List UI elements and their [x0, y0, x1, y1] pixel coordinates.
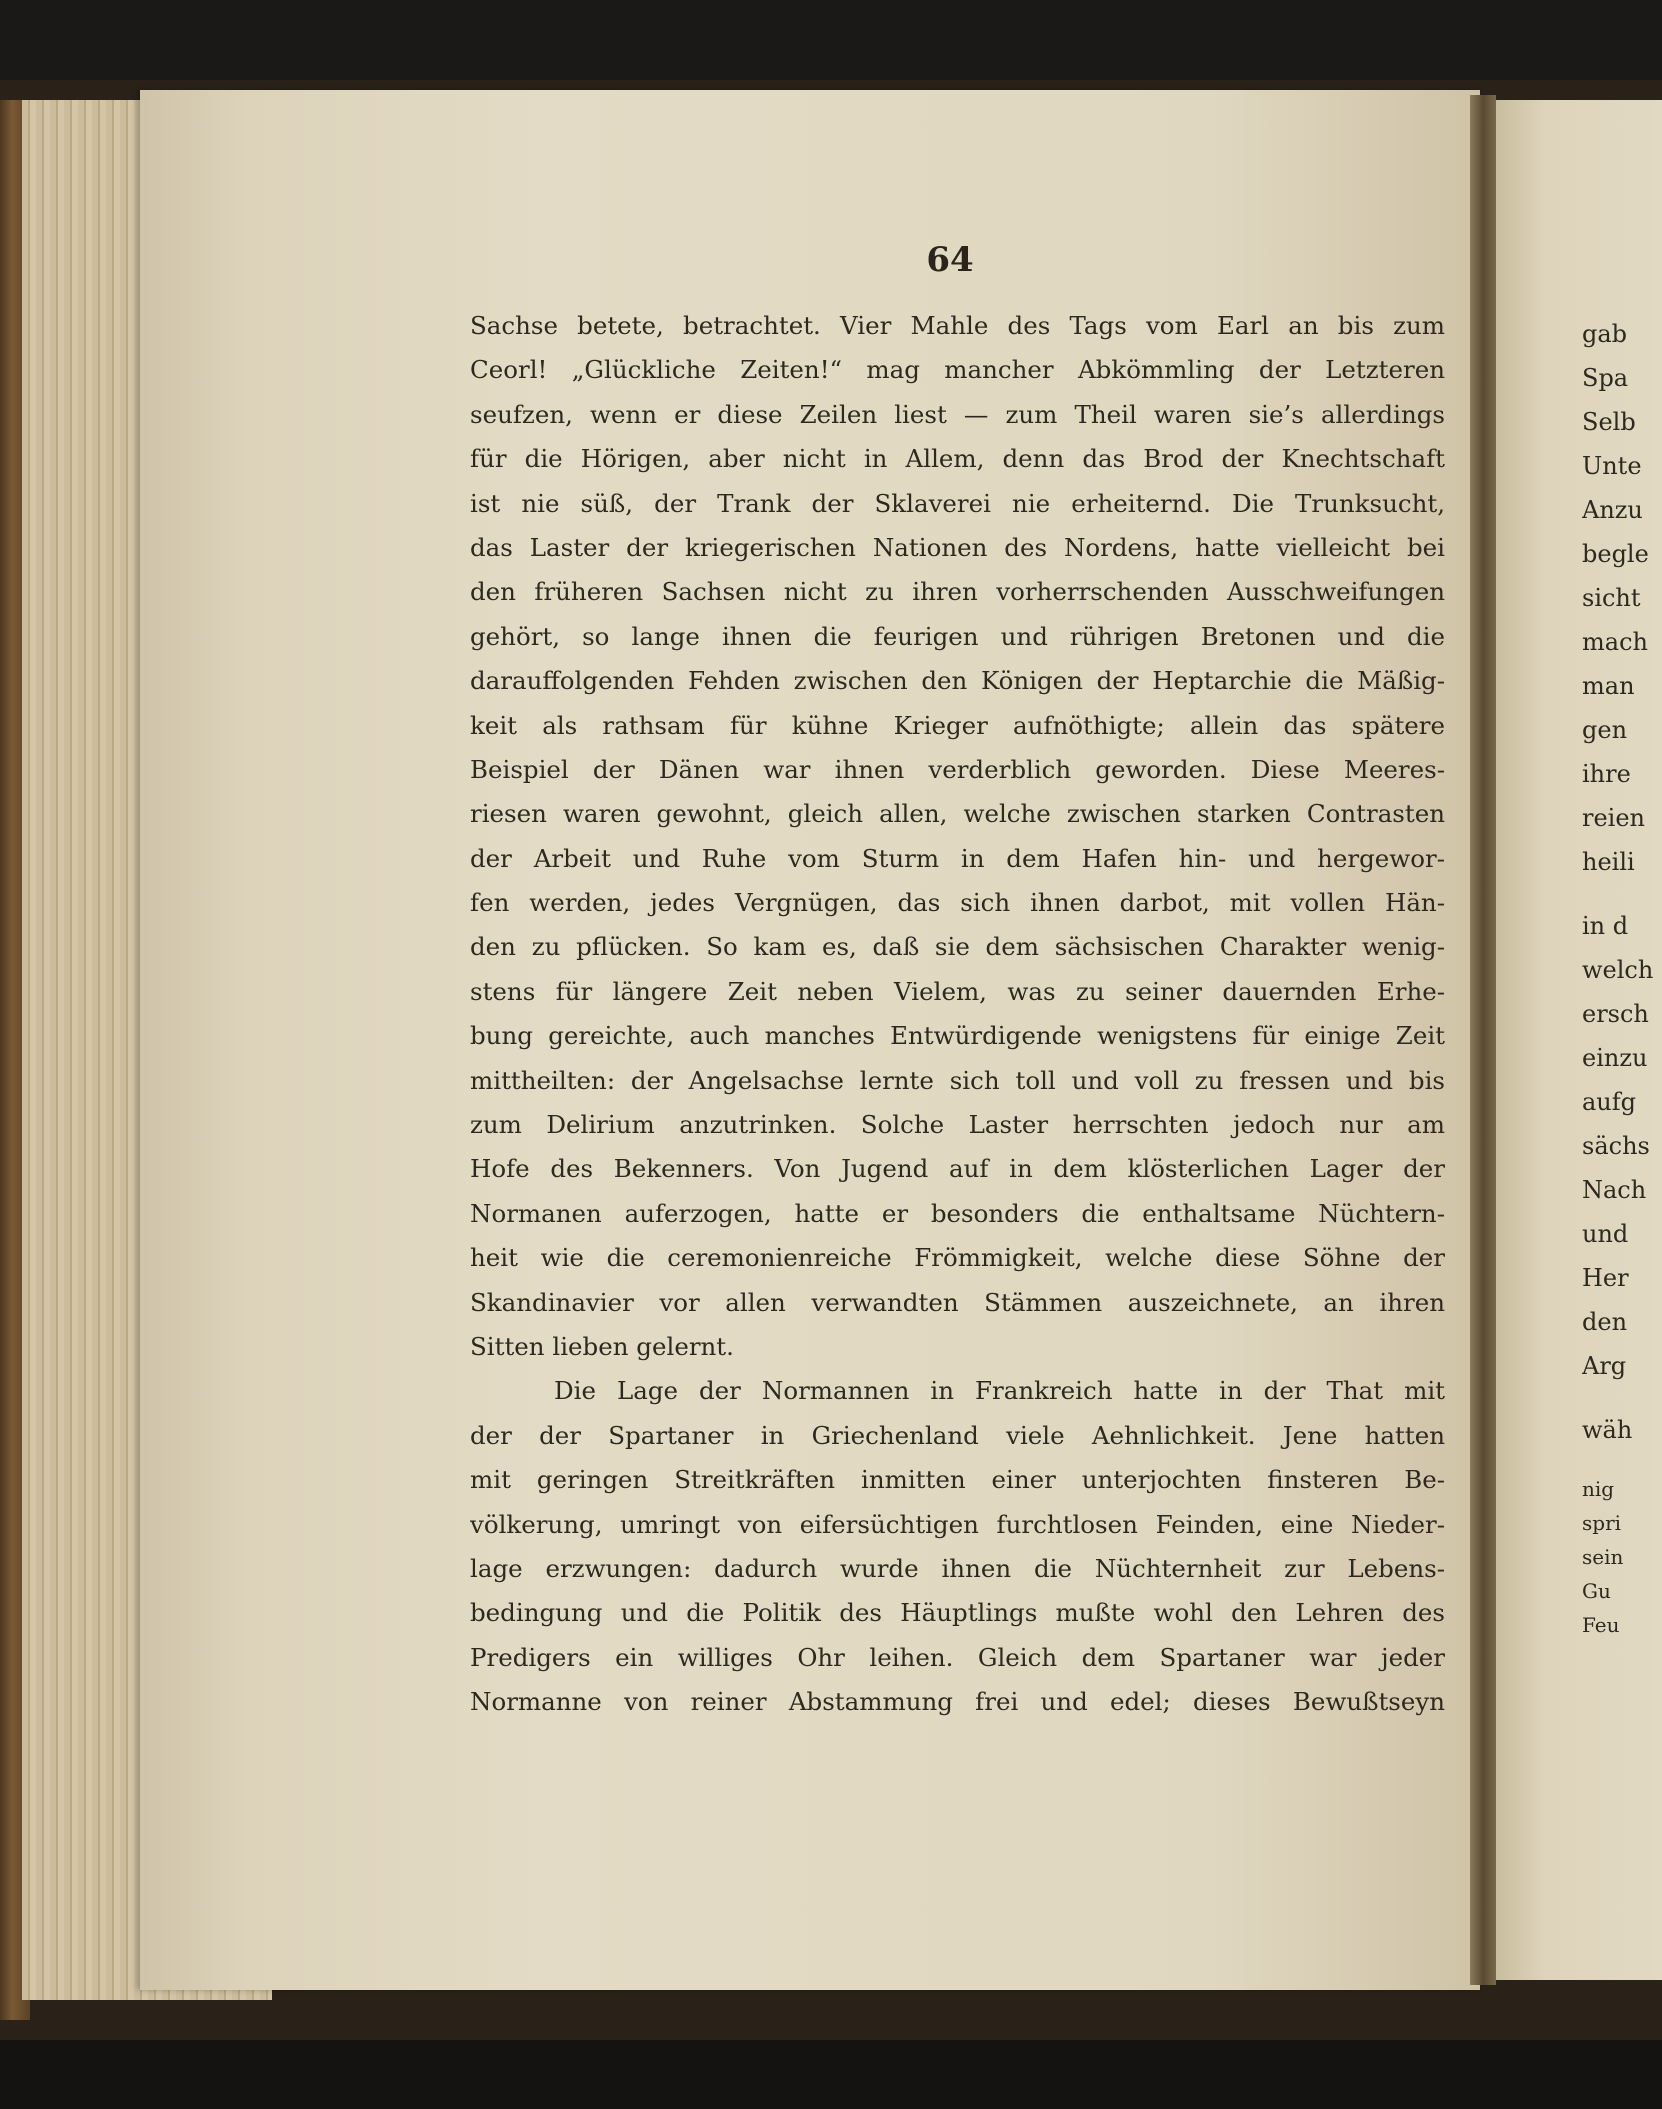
- right-page-line: gen: [1582, 716, 1628, 744]
- text-line: seufzen, wenn er diese Zeilen liest — zum Theil waren sie’s allerdings: [470, 399, 1445, 429]
- right-page-line: Nach: [1582, 1176, 1647, 1204]
- text-line: zum Delirium anzutrinken. Solche Laster herrschten jedoch nur am: [470, 1110, 1445, 1140]
- text-line: Beispiel der Dänen war ihnen verderblich geworden. Diese Meeres-: [470, 754, 1445, 784]
- text-line: ist nie süß, der Trank der Sklaverei nie erheiternd. Die Trunksucht,: [470, 488, 1445, 518]
- page-body-text: [470, 304, 1445, 1725]
- right-page-line: Selb: [1582, 408, 1636, 436]
- text-line: mit geringen Streitkräften inmitten einer unterjochten finsteren Be-: [470, 1465, 1445, 1495]
- right-page-line: sächs: [1582, 1132, 1650, 1160]
- right-page-line: den: [1582, 1308, 1628, 1336]
- text-line: darauffolgenden Fehden zwischen den Königen der Heptarchie die Mäßig-: [470, 666, 1445, 696]
- text-line: der Arbeit und Ruhe vom Sturm in dem Hafen hin- und hergewor-: [470, 843, 1445, 873]
- right-page-line: [1582, 884, 1662, 904]
- right-page-line: Unte: [1582, 452, 1642, 480]
- right-page-line: Her: [1582, 1264, 1629, 1292]
- right-page-line: Arg: [1582, 1352, 1627, 1380]
- right-page-line: Spa: [1582, 364, 1629, 392]
- right-page-line: [1582, 1452, 1662, 1472]
- text-line: Sachse betete, betrachtet. Vier Mahle des Tags vom Earl an bis zum: [470, 311, 1445, 340]
- text-line: gehört, so lange ihnen die feurigen und rührigen Bretonen und die: [470, 621, 1445, 651]
- right-page-line: Feu: [1582, 1613, 1620, 1637]
- text-line: für die Hörigen, aber nicht in Allem, denn das Brod der Knechtschaft: [470, 444, 1445, 474]
- text-line: der der Spartaner in Griechenland viele Aehnlichkeit. Jene hatten: [470, 1420, 1445, 1450]
- text-line: fen werden, jedes Vergnügen, das sich ihnen darbot, mit vollen Hän-: [470, 888, 1445, 918]
- text-line: Normanen auferzogen, hatte er besonders die enthaltsame Nüchtern-: [470, 1198, 1445, 1228]
- text-line: Predigers ein williges Ohr leihen. Gleich dem Spartaner war jeder: [470, 1642, 1445, 1672]
- scan-background-top: [0, 0, 1662, 80]
- right-page-line: nig: [1582, 1477, 1615, 1501]
- right-page-line: Anzu: [1582, 496, 1643, 524]
- right-page-line: ihre: [1582, 760, 1631, 788]
- right-page-line: [1582, 1388, 1662, 1408]
- right-page-line: spri: [1582, 1511, 1622, 1535]
- right-page-text: [1582, 312, 1662, 1642]
- book-gutter: [1470, 95, 1496, 1985]
- text-line: lage erzwungen: dadurch wurde ihnen die Nüchternheit zur Lebens-: [470, 1553, 1445, 1583]
- right-page-line: gab: [1582, 320, 1628, 348]
- text-line: bung gereichte, auch manches Entwürdigende wenigstens für einige Zeit: [470, 1021, 1445, 1051]
- right-page-line: mach: [1582, 628, 1648, 656]
- text-line: völkerung, umringt von eifersüchtigen furchtlosen Feinden, eine Nieder-: [470, 1509, 1445, 1539]
- page-number: 64: [926, 240, 974, 280]
- right-page-line: sein: [1582, 1545, 1624, 1569]
- right-page-line: Gu: [1582, 1579, 1611, 1603]
- text-line: Die Lage der Normannen in Frankreich hatte in der That mit: [554, 1376, 1445, 1406]
- text-line: mittheilten: der Angelsachse lernte sich toll und voll zu fressen und bis: [470, 1065, 1445, 1095]
- right-page-line: in d: [1582, 912, 1629, 940]
- text-line: Skandinavier vor allen verwandten Stämmen auszeichnete, an ihren: [470, 1287, 1445, 1317]
- text-line: den früheren Sachsen nicht zu ihren vorherrschenden Ausschweifungen: [470, 577, 1445, 607]
- text-line: Normanne von reiner Abstammung frei und edel; dieses Bewußtseyn: [470, 1687, 1445, 1717]
- text-line: stens für längere Zeit neben Vielem, was zu seiner dauernden Erhe-: [470, 976, 1445, 1006]
- right-page-line: wäh: [1582, 1416, 1633, 1444]
- text-line: keit als rathsam für kühne Krieger aufnöthigte; allein das spätere: [470, 710, 1445, 740]
- right-page-line: sicht: [1582, 584, 1641, 612]
- right-page-line: begle: [1582, 540, 1649, 568]
- right-page-line: ersch: [1582, 1000, 1649, 1028]
- right-page-line: man: [1582, 672, 1635, 700]
- text-line: den zu pflücken. So kam es, daß sie dem sächsischen Charakter wenig-: [470, 932, 1445, 962]
- right-page-line: aufg: [1582, 1088, 1637, 1116]
- right-page-line: reien: [1582, 804, 1646, 832]
- right-page-line: einzu: [1582, 1044, 1648, 1072]
- right-page-line: und: [1582, 1220, 1629, 1248]
- text-line: das Laster der kriegerischen Nationen des Nordens, hatte vielleicht bei: [470, 532, 1445, 562]
- text-line: Sitten lieben gelernt.: [470, 1331, 734, 1361]
- text-line: Hofe des Bekenners. Von Jugend auf in dem klösterlichen Lager der: [470, 1154, 1445, 1184]
- scan-background-bottom: [0, 2040, 1662, 2109]
- text-line: Ceorl! „Glückliche Zeiten!“ mag mancher Abkömmling der Letzteren: [470, 355, 1445, 385]
- right-page-line: heili: [1582, 848, 1635, 876]
- text-line: heit wie die ceremonienreiche Frömmigkeit, welche diese Söhne der: [470, 1243, 1445, 1273]
- right-page-line: welch: [1582, 956, 1654, 984]
- text-line: bedingung und die Politik des Häuptlings mußte wohl den Lehren des: [470, 1598, 1445, 1628]
- text-line: riesen waren gewohnt, gleich allen, welche zwischen starken Contrasten: [470, 799, 1445, 829]
